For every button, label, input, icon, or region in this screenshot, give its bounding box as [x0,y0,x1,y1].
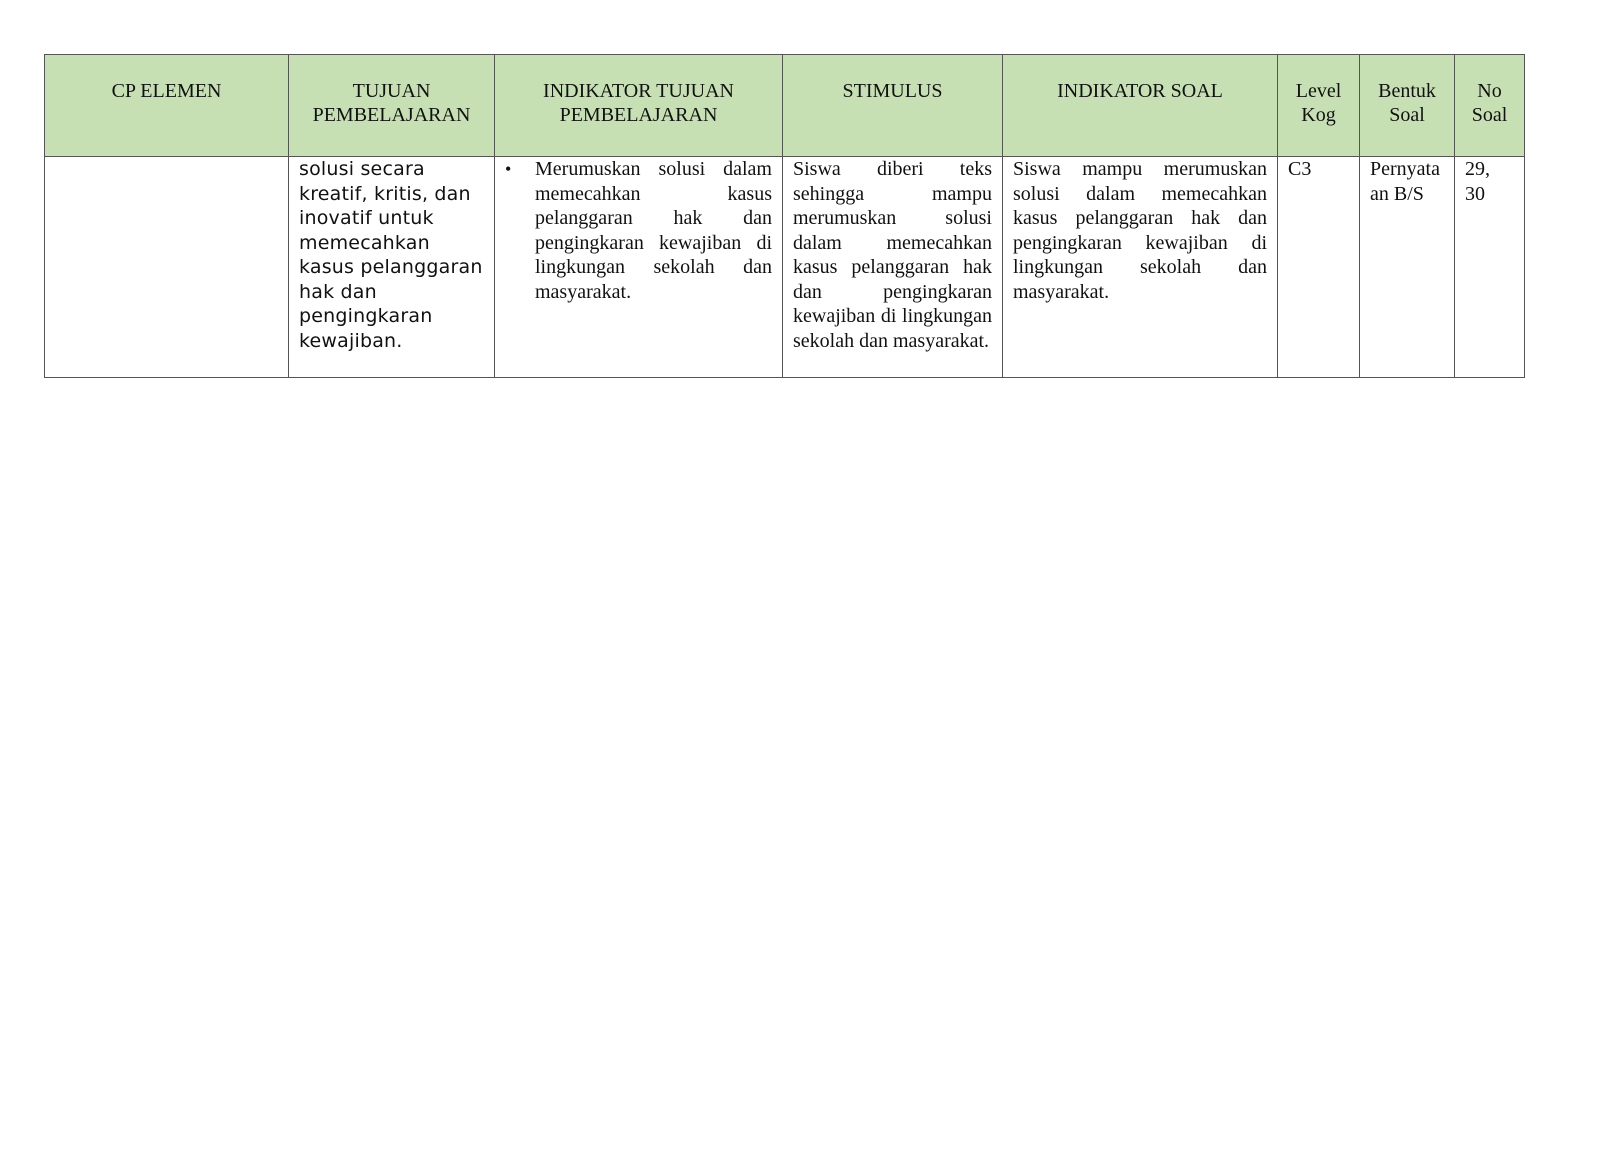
header-row [45,55,1525,157]
header-stimulus: STIMULUS [783,55,1003,157]
header-indikator-soal: INDIKATOR SOAL [1003,55,1278,157]
cell-bentuk-soal: Pernyataan B/S [1360,157,1455,378]
cell-stimulus: Siswa diberi teks sehingga mampu merumuskan solusi dalam memecahkan kasus pelanggaran hak dan pengingkaran kewajiban di lingkungan sekolah dan masyarakat. [783,157,1003,378]
header-level-kog: Level Kog [1278,55,1360,157]
table-body [45,157,1525,378]
kisi-kisi-table [44,54,1525,378]
cell-tujuan-pembelajaran: solusi secara kreatif, kritis, dan inovatif untuk memecahkan kasus pelanggaran hak dan pengingkaran kewajiban. [289,157,495,378]
cell-no-soal: 29, 30 [1455,157,1525,378]
header-cp-elemen: CP ELEMEN [45,55,289,157]
cell-cp-elemen [45,157,289,378]
table-row [45,157,1525,378]
header-bentuk-soal: Bentuk Soal [1360,55,1455,157]
bullet-item [505,157,772,304]
header-no-soal: No Soal [1455,55,1525,157]
cell-level-kog: C3 [1278,157,1360,378]
header-indikator-tujuan-pembelajaran: INDIKATOR TUJUAN PEMBELAJARAN [495,55,783,157]
cell-indikator-soal: Siswa mampu merumuskan solusi dalam memecahkan kasus pelanggaran hak dan pengingkaran kewajiban di lingkungan sekolah dan masyarakat. [1003,157,1278,378]
bullet-marker: • [505,159,512,179]
cell-indikator-tujuan-pembelajaran [495,157,783,378]
table-header [45,55,1525,157]
header-tujuan-pembelajaran: TUJUAN PEMBELAJARAN [289,55,495,157]
indikator-tujuan-text: Merumuskan solusi dalam memecahkan kasus pelanggaran hak dan pengingkaran kewajiban di lingkungan sekolah dan masyarakat. [535,158,772,303]
